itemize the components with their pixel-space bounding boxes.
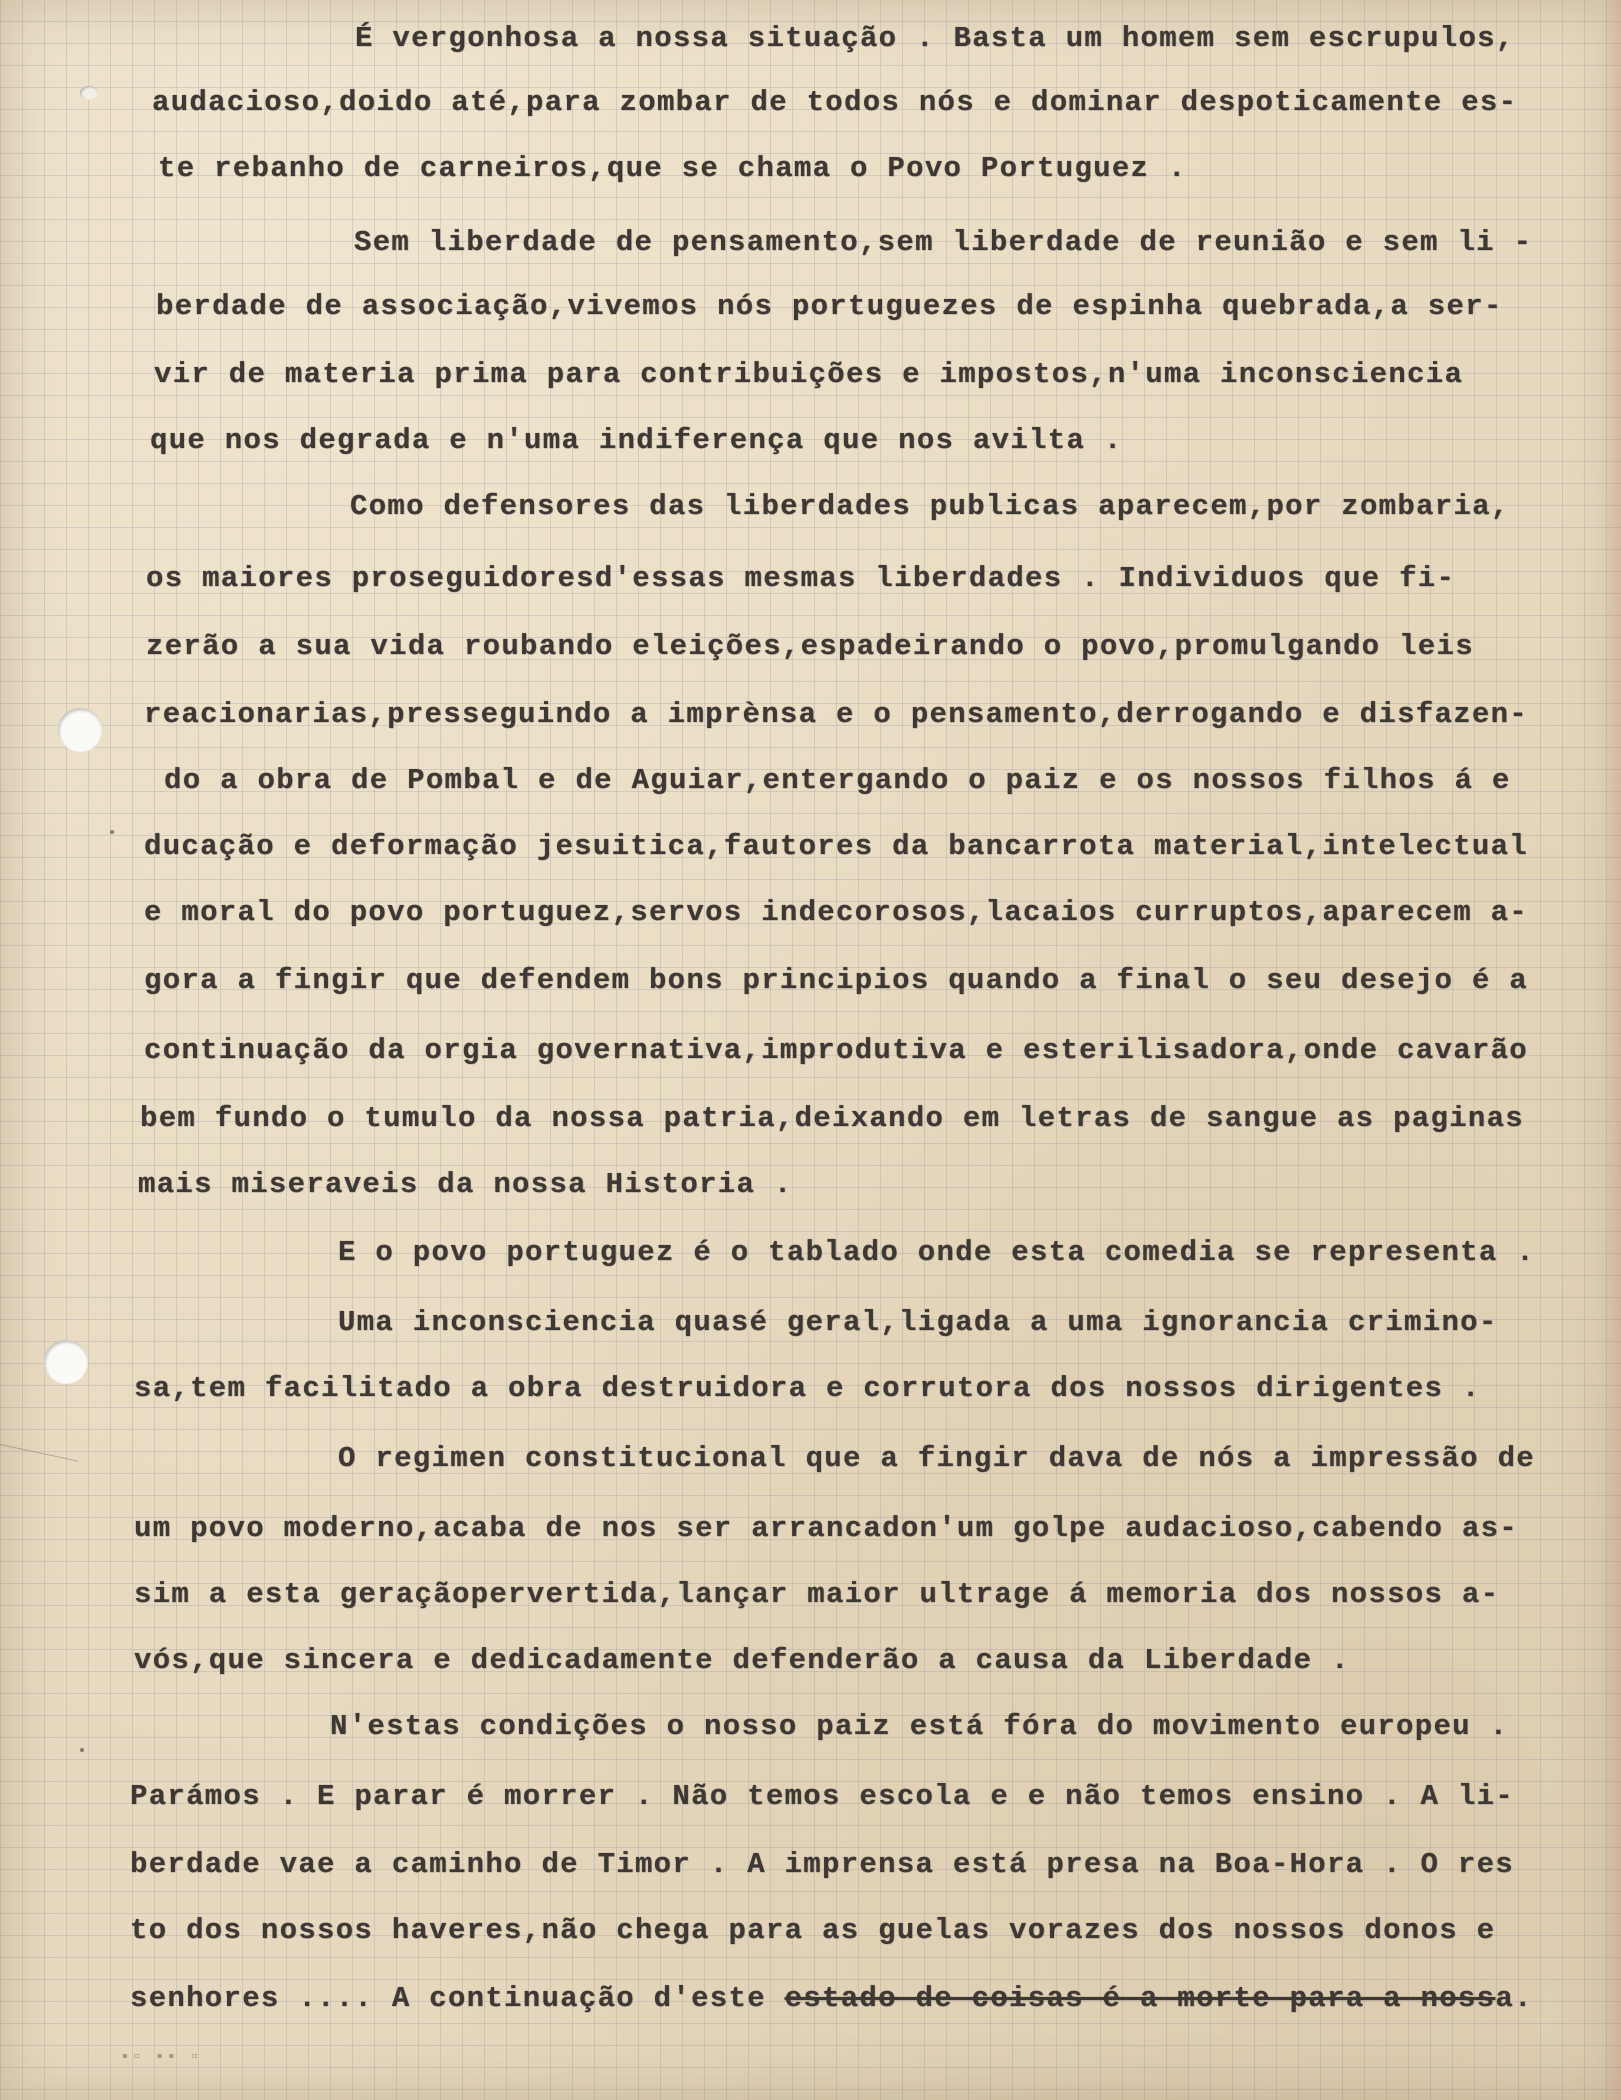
text-line: audacioso,doido até,para zombar de todos nós e dominar despoticamente es- <box>152 86 1518 119</box>
text-line: e moral do povo portuguez,servos indecorosos,lacaios curruptos,aparecem a- <box>144 896 1529 929</box>
text-line: Sem liberdade de pensamento,sem liberdade de reunião e sem li - <box>354 226 1533 259</box>
text-line-final <box>130 1982 1533 2015</box>
text-line: Uma inconsciencia quasé geral,ligada a uma ignorancia crimino- <box>338 1306 1498 1339</box>
text-line: vir de materia prima para contribuições e impostos,n'uma inconsciencia <box>154 358 1464 391</box>
text-line: bem fundo o tumulo da nossa patria,deixando em letras de sangue as paginas <box>140 1102 1525 1135</box>
text-line: to dos nossos haveres,não chega para as guelas vorazes dos nossos donos e <box>130 1914 1496 1947</box>
binder-hole-small <box>80 86 98 100</box>
text-line: É vergonhosa a nossa situação . Basta um homem sem escrupulos, <box>355 22 1515 55</box>
text-line: Parámos . E parar é morrer . Não temos escola e e não temos ensino . A li- <box>130 1780 1515 1813</box>
binder-hole-bottom <box>44 1340 88 1384</box>
text-line: que nos degrada e n'uma indiferença que nos avilta . <box>150 424 1123 457</box>
text-line: O regimen constitucional que a fingir dava de nós a impressão de <box>338 1442 1535 1475</box>
text-line: zerão a sua vida roubando eleições,espadeirando o povo,promulgando leis <box>146 630 1474 663</box>
text-line: E o povo portuguez é o tablado onde esta comedia se representa . <box>338 1236 1535 1269</box>
final-line-end: a. <box>1495 1982 1533 2015</box>
text-line: vós,que sincera e dedicadamente defenderão a causa da Liberdade . <box>134 1644 1350 1677</box>
text-line: continuação da orgia governativa,improdutiva e esterilisadora,onde cavarão <box>144 1034 1529 1067</box>
paper-fold-mark <box>0 1444 78 1462</box>
text-line: sim a esta geraçãopervertida,lançar maior ultrage á memoria dos nossos a- <box>134 1578 1500 1611</box>
text-line: N'estas condições o nosso paiz está fóra do movimento europeu . <box>330 1710 1509 1743</box>
text-line: berdade vae a caminho de Timor . A imprensa está presa na Boa-Hora . O res <box>130 1848 1515 1881</box>
text-line: te rebanho de carneiros,que se chama o Povo Portuguez . <box>158 152 1187 185</box>
text-line: berdade de associação,vivemos nós portuguezes de espinha quebrada,a ser- <box>156 290 1503 323</box>
ink-speck <box>110 830 114 834</box>
binder-hole-top <box>58 708 102 752</box>
text-line: um povo moderno,acaba de nos ser arrancadon'um golpe audacioso,cabendo as- <box>134 1512 1519 1545</box>
text-line: sa,tem facilitado a obra destruidora e corrutora dos nossos dirigentes . <box>134 1372 1481 1405</box>
final-line-start: senhores .... A continuação d'este <box>130 1982 785 2015</box>
text-line: do a obra de Pombal e de Aguiar,entergando o paiz e os nossos filhos á e <box>164 764 1511 797</box>
text-line: reacionarias,presseguindo a imprènsa e o pensamento,derrogando e disfazen- <box>144 698 1529 731</box>
text-line: os maiores proseguidoresd'essas mesmas liberdades . Individuos que fi- <box>146 562 1456 595</box>
faint-footer-mark: ▪▫ ▪▪ ▫ <box>120 2048 202 2066</box>
text-line: gora a fingir que defendem bons principios quando a final o seu desejo é a <box>144 964 1529 997</box>
text-line: ducação e deformação jesuitica,fautores da bancarrota material,intelectual <box>144 830 1529 863</box>
paper-edge-stain <box>1603 0 1621 2100</box>
text-line: Como defensores das liberdades publicas aparecem,por zombaria, <box>350 490 1510 523</box>
text-line: mais miseraveis da nossa Historia . <box>138 1168 793 1201</box>
ink-speck <box>80 1748 84 1752</box>
struck-through-text: estado de coisas é a morte para a noss <box>784 1982 1496 2015</box>
